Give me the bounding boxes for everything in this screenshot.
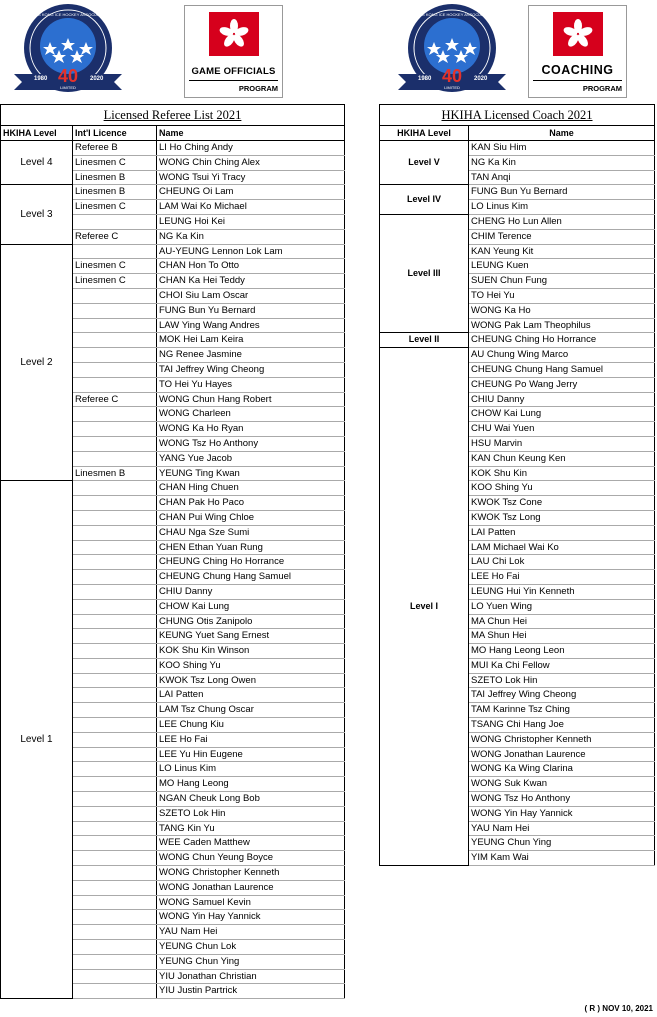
licence-cell: Linesmen B [73, 170, 157, 185]
name-cell: CHIU Danny [157, 584, 345, 599]
name-cell: CHOW Kai Lung [469, 407, 655, 422]
name-cell: CHAN Pui Wing Chloe [157, 510, 345, 525]
name-cell: WONG Tsz Ho Anthony [469, 792, 655, 807]
program-title: COACHING [541, 63, 614, 77]
col-hkiha-level: HKIHA Level [1, 126, 73, 141]
name-cell: MOK Hei Lam Keira [157, 333, 345, 348]
licence-cell: Linesmen C [73, 155, 157, 170]
licence-cell [73, 806, 157, 821]
name-cell: WONG Samuel Kevin [157, 895, 345, 910]
name-cell: LEE Ho Fai [157, 732, 345, 747]
name-cell: FUNG Bun Yu Bernard [469, 185, 655, 200]
name-cell: LEUNG Hui Yin Kenneth [469, 584, 655, 599]
name-cell: LAU Chi Lok [469, 555, 655, 570]
table-row [380, 141, 655, 156]
svg-text:LIMITED: LIMITED [60, 85, 76, 90]
name-cell: TAI Jeffrey Wing Cheong [469, 688, 655, 703]
name-cell: LO Linus Kim [469, 200, 655, 215]
name-cell: KAN Siu Him [469, 141, 655, 156]
svg-text:40: 40 [57, 66, 79, 86]
name-cell: WONG Chun Yeung Boyce [157, 851, 345, 866]
hkiha-40th-logo [10, 2, 126, 98]
name-cell: YANG Yue Jacob [157, 451, 345, 466]
licence-cell [73, 954, 157, 969]
name-cell: WONG Chun Hang Robert [157, 392, 345, 407]
name-cell: CHUNG Otis Zanipolo [157, 614, 345, 629]
licence-cell: Referee B [73, 141, 157, 156]
name-cell: NG Ka Kin [469, 155, 655, 170]
table-row [380, 214, 655, 229]
licence-cell [73, 540, 157, 555]
table-row [1, 481, 345, 496]
licence-cell: Linesmen B [73, 185, 157, 200]
name-cell: CHAN Hing Chuen [157, 481, 345, 496]
coach-table [379, 104, 655, 866]
program-subtitle: PROGRAM [238, 84, 278, 93]
name-cell: LEUNG Kuen [469, 259, 655, 274]
name-cell: TAM Karinne Tsz Ching [469, 703, 655, 718]
licence-cell: Linesmen C [73, 200, 157, 215]
svg-text:LIMITED: LIMITED [444, 85, 460, 90]
name-cell: WONG Ka Ho Ryan [157, 422, 345, 437]
name-cell: TANG Kin Yu [157, 821, 345, 836]
name-cell: AU Chung Wing Marco [469, 348, 655, 363]
name-cell: CHEUNG Ching Ho Horrance [157, 555, 345, 570]
name-cell: YIU Jonathan Christian [157, 969, 345, 984]
licence-cell [73, 836, 157, 851]
referee-table [0, 104, 345, 999]
program-subtitle: PROGRAM [582, 84, 622, 93]
svg-text:HONG KONG ICE HOCKEY ASSOCIATI: HONG KONG ICE HOCKEY ASSOCIATION [28, 12, 108, 17]
name-cell: LEUNG Hoi Kei [157, 214, 345, 229]
name-cell: YEUNG Ting Kwan [157, 466, 345, 481]
table-row [1, 244, 345, 259]
program-title: GAME OFFICIALS [191, 66, 276, 77]
name-cell: NGAN Cheuk Long Bob [157, 792, 345, 807]
name-cell: CHOW Kai Lung [157, 599, 345, 614]
licence-cell [73, 599, 157, 614]
licence-cell [73, 747, 157, 762]
licence-cell [73, 481, 157, 496]
name-cell: LO Linus Kim [157, 762, 345, 777]
hk-flag-icon [553, 12, 603, 56]
name-cell: KOO Shing Yu [157, 658, 345, 673]
licence-cell [73, 925, 157, 940]
name-cell: KOO Shing Yu [469, 481, 655, 496]
name-cell: LAM Wai Ko Michael [157, 200, 345, 215]
licence-cell [73, 792, 157, 807]
hk-flag-icon [209, 12, 259, 56]
name-cell: KOK Shu Kin Winson [157, 644, 345, 659]
name-cell: TSANG Chi Hang Joe [469, 718, 655, 733]
licence-cell [73, 895, 157, 910]
revision-date: ( R ) NOV 10, 2021 [584, 1004, 653, 1013]
name-cell: KWOK Tsz Long Owen [157, 673, 345, 688]
licence-cell [73, 821, 157, 836]
licence-cell [73, 451, 157, 466]
coaching-program-logo [528, 5, 627, 98]
name-cell: YIM Kam Wai [469, 851, 655, 866]
name-cell: AU-YEUNG Lennon Lok Lam [157, 244, 345, 259]
licence-cell [73, 673, 157, 688]
name-cell: LAW Ying Wang Andres [157, 318, 345, 333]
hkiha-40th-logo-right [394, 2, 510, 98]
licence-cell: Linesmen C [73, 274, 157, 289]
licence-cell [73, 629, 157, 644]
name-cell: MUI Ka Chi Fellow [469, 658, 655, 673]
name-cell: SZETO Lok Hin [469, 673, 655, 688]
name-cell: WONG Yin Hay Yannick [469, 806, 655, 821]
level-cell: Level 2 [1, 244, 73, 481]
name-cell: KAN Yeung Kit [469, 244, 655, 259]
name-cell: WONG Chin Ching Alex [157, 155, 345, 170]
name-cell: MA Shun Hei [469, 629, 655, 644]
name-cell: NG Ka Kin [157, 229, 345, 244]
name-cell: CHU Wai Yuen [469, 422, 655, 437]
level-cell: Level 4 [1, 141, 73, 185]
licence-cell [73, 303, 157, 318]
level-cell: Level 3 [1, 185, 73, 244]
name-cell: TO Hei Yu Hayes [157, 377, 345, 392]
name-cell: YEUNG Chun Lok [157, 940, 345, 955]
licence-cell [73, 984, 157, 999]
name-cell: WONG Suk Kwan [469, 777, 655, 792]
licence-cell: Linesmen B [73, 466, 157, 481]
licence-cell [73, 288, 157, 303]
svg-text:1980: 1980 [34, 76, 48, 82]
name-cell: WONG Tsui Yi Tracy [157, 170, 345, 185]
name-cell: MO Hang Leong [157, 777, 345, 792]
name-cell: KEUNG Yuet Sang Ernest [157, 629, 345, 644]
name-cell: WONG Yin Hay Yannick [157, 910, 345, 925]
licence-cell [73, 244, 157, 259]
name-cell: LAM Tsz Chung Oscar [157, 703, 345, 718]
name-cell: LAM Michael Wai Ko [469, 540, 655, 555]
licence-cell [73, 658, 157, 673]
licence-cell [73, 718, 157, 733]
col-hkiha-level: HKIHA Level [380, 126, 469, 141]
name-cell: YAU Nam Hei [157, 925, 345, 940]
licence-cell [73, 407, 157, 422]
table-row [380, 348, 655, 363]
name-cell: TAI Jeffrey Wing Cheong [157, 362, 345, 377]
name-cell: CHENG Ho Lun Allen [469, 214, 655, 229]
licence-cell: Referee C [73, 392, 157, 407]
name-cell: CHEUNG Chung Hang Samuel [157, 570, 345, 585]
name-cell: MA Chun Hei [469, 614, 655, 629]
licence-cell [73, 570, 157, 585]
name-cell: WONG Christopher Kenneth [469, 732, 655, 747]
table-row [1, 185, 345, 200]
name-cell: KAN Chun Keung Ken [469, 451, 655, 466]
name-cell: CHEUNG Oi Lam [157, 185, 345, 200]
name-cell: CHAU Nga Sze Sumi [157, 525, 345, 540]
col-name: Name [469, 126, 655, 141]
table-row [1, 141, 345, 156]
name-cell: LAI Patten [157, 688, 345, 703]
game-officials-program-logo [184, 5, 283, 98]
svg-text:2020: 2020 [474, 76, 488, 82]
level-cell: Level V [380, 141, 469, 185]
name-cell: LO Yuen Wing [469, 599, 655, 614]
name-cell: KWOK Tsz Long [469, 510, 655, 525]
table-row [380, 333, 655, 348]
level-cell: Level IV [380, 185, 469, 215]
name-cell: WONG Charleen [157, 407, 345, 422]
name-cell: WONG Ka Wing Clarina [469, 762, 655, 777]
name-cell: KWOK Tsz Cone [469, 496, 655, 511]
name-cell: HSU Marvin [469, 436, 655, 451]
name-cell: CHAN Hon To Otto [157, 259, 345, 274]
licence-cell [73, 348, 157, 363]
licence-cell [73, 969, 157, 984]
licence-cell [73, 510, 157, 525]
svg-text:1980: 1980 [418, 76, 432, 82]
licence-cell [73, 584, 157, 599]
licence-cell [73, 940, 157, 955]
name-cell: WONG Jonathan Laurence [469, 747, 655, 762]
name-cell: YEUNG Chun Ying [469, 836, 655, 851]
licence-cell [73, 732, 157, 747]
name-cell: WONG Ka Ho [469, 303, 655, 318]
name-cell: WEE Caden Matthew [157, 836, 345, 851]
licence-cell [73, 614, 157, 629]
licence-cell [73, 525, 157, 540]
name-cell: KOK Shu Kin [469, 466, 655, 481]
name-cell: WONG Tsz Ho Anthony [157, 436, 345, 451]
name-cell: CHEUNG Ching Ho Horrance [469, 333, 655, 348]
licence-cell [73, 555, 157, 570]
name-cell: CHAN Ka Hei Teddy [157, 274, 345, 289]
licence-cell: Referee C [73, 229, 157, 244]
licence-cell [73, 644, 157, 659]
licence-cell [73, 436, 157, 451]
licence-cell [73, 318, 157, 333]
name-cell: YEUNG Chun Ying [157, 954, 345, 969]
name-cell: NG Renee Jasmine [157, 348, 345, 363]
licence-cell [73, 333, 157, 348]
licence-cell [73, 688, 157, 703]
name-cell: CHEN Ethan Yuan Rung [157, 540, 345, 555]
licence-cell [73, 762, 157, 777]
name-cell: WONG Jonathan Laurence [157, 880, 345, 895]
licence-cell: Linesmen C [73, 259, 157, 274]
coach-table-title: HKIHA Licensed Coach 2021 [380, 105, 655, 126]
name-cell: SZETO Lok Hin [157, 806, 345, 821]
col-name: Name [157, 126, 345, 141]
name-cell: LEE Chung Kiu [157, 718, 345, 733]
level-cell: Level 1 [1, 481, 73, 999]
svg-text:2020: 2020 [90, 76, 104, 82]
referee-table-title: Licensed Referee List 2021 [1, 105, 345, 126]
col-intl-licence: Int'l Licence [73, 126, 157, 141]
name-cell: WONG Pak Lam Theophilus [469, 318, 655, 333]
name-cell: CHOI Siu Lam Oscar [157, 288, 345, 303]
level-cell: Level II [380, 333, 469, 348]
name-cell: TAN Anqi [469, 170, 655, 185]
name-cell: YIU Justin Partrick [157, 984, 345, 999]
table-row [380, 185, 655, 200]
licence-cell [73, 880, 157, 895]
licence-cell [73, 866, 157, 881]
licence-cell [73, 496, 157, 511]
name-cell: LEE Yu Hin Eugene [157, 747, 345, 762]
name-cell: CHEUNG Po Wang Jerry [469, 377, 655, 392]
licence-cell [73, 703, 157, 718]
level-cell: Level III [380, 214, 469, 332]
licence-cell [73, 777, 157, 792]
name-cell: FUNG Bun Yu Bernard [157, 303, 345, 318]
svg-text:HONG KONG ICE HOCKEY ASSOCIATI: HONG KONG ICE HOCKEY ASSOCIATION [412, 12, 492, 17]
name-cell: CHIU Danny [469, 392, 655, 407]
licence-cell [73, 377, 157, 392]
name-cell: CHIM Terence [469, 229, 655, 244]
name-cell: SUEN Chun Fung [469, 274, 655, 289]
licence-cell [73, 422, 157, 437]
name-cell: LEE Ho Fai [469, 570, 655, 585]
name-cell: CHAN Pak Ho Paco [157, 496, 345, 511]
name-cell: LAI Patten [469, 525, 655, 540]
licence-cell [73, 851, 157, 866]
name-cell: YAU Nam Hei [469, 821, 655, 836]
name-cell: WONG Christopher Kenneth [157, 866, 345, 881]
name-cell: CHEUNG Chung Hang Samuel [469, 362, 655, 377]
name-cell: TO Hei Yu [469, 288, 655, 303]
name-cell: LI Ho Ching Andy [157, 141, 345, 156]
name-cell: MO Hang Leong Leon [469, 644, 655, 659]
licence-cell [73, 362, 157, 377]
level-cell: Level I [380, 348, 469, 866]
licence-cell [73, 214, 157, 229]
licence-cell [73, 910, 157, 925]
svg-text:40: 40 [441, 66, 463, 86]
